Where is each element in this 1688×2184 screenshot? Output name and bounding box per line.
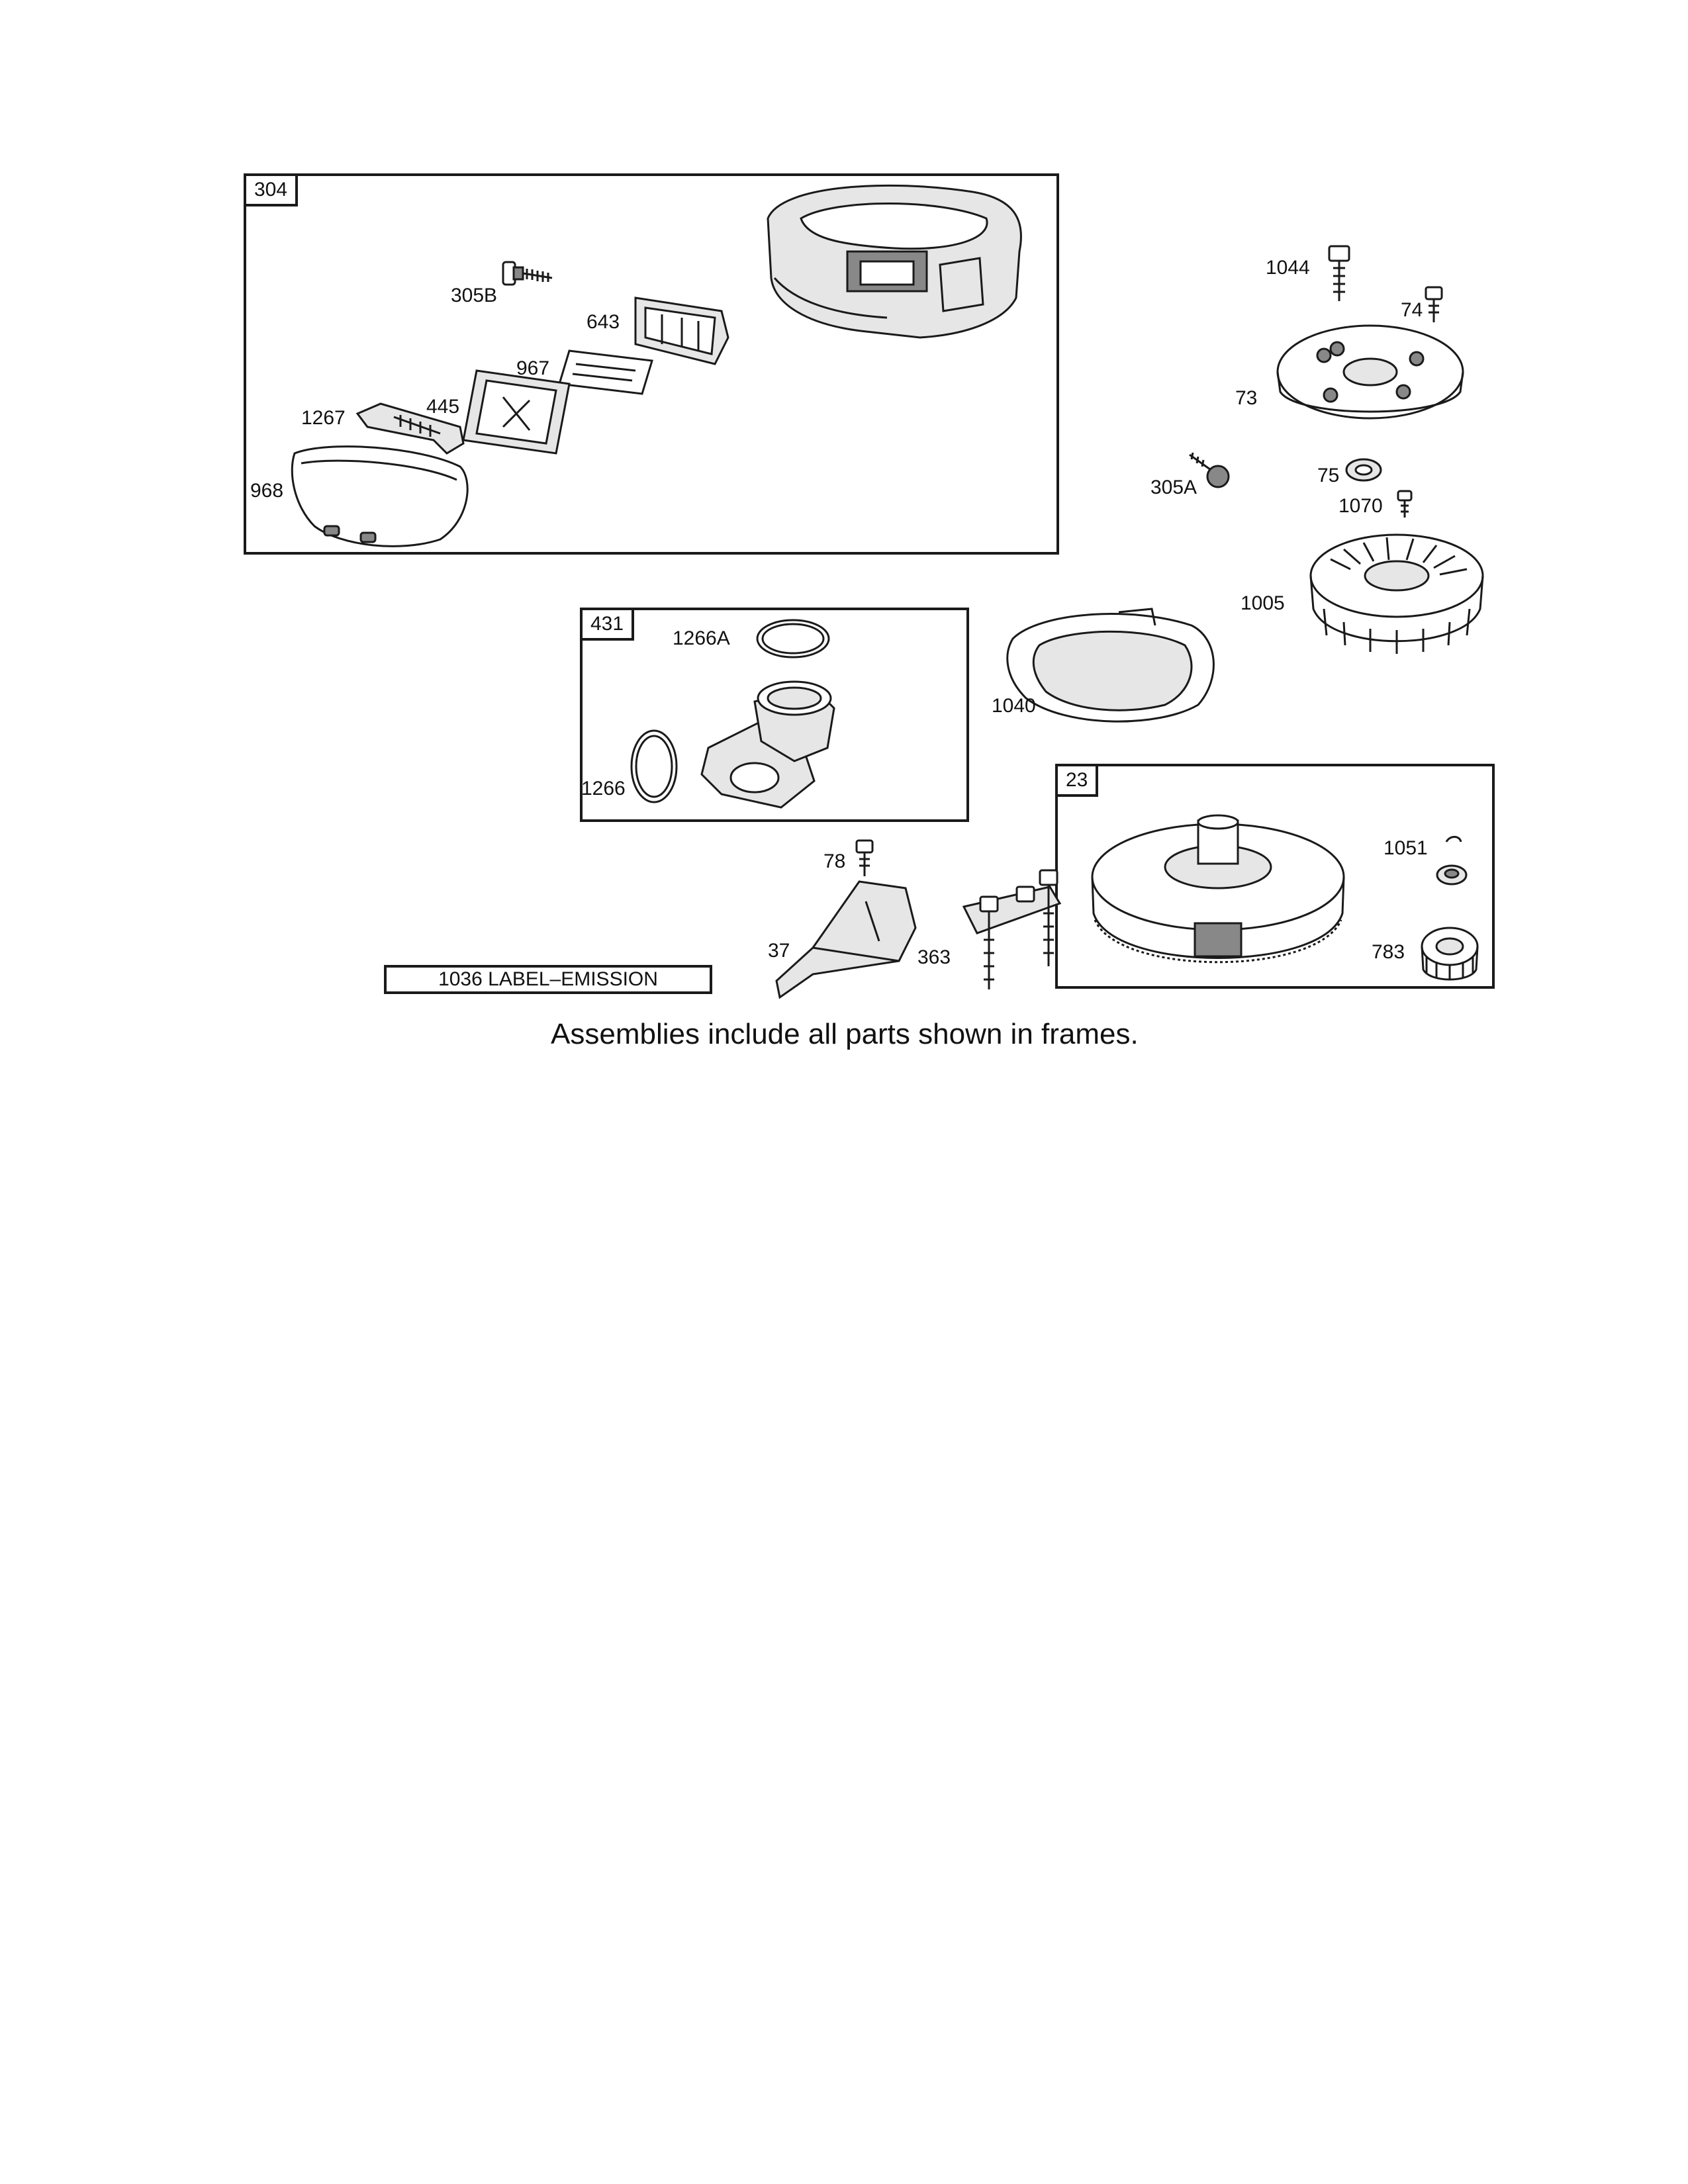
callout-74: 74 bbox=[1401, 299, 1423, 321]
assemblies-caption: Assemblies include all parts shown in frames. bbox=[551, 1018, 1139, 1050]
callout-1051: 1051 bbox=[1383, 837, 1428, 859]
bolt-305B-part bbox=[502, 257, 555, 290]
washer-75-part bbox=[1344, 457, 1383, 483]
oring-1266-part bbox=[628, 727, 680, 806]
oring-1266A-part bbox=[753, 615, 833, 662]
fan-1005-part bbox=[1304, 529, 1489, 662]
rotating-screen-73-part bbox=[1271, 319, 1470, 438]
bolt-78-part bbox=[853, 839, 879, 879]
callout-305B: 305B bbox=[451, 285, 498, 306]
flywheel-part bbox=[1086, 814, 1350, 979]
callout-37: 37 bbox=[768, 940, 790, 962]
washer-1051-part bbox=[1433, 834, 1473, 893]
frame-tag-23: 23 bbox=[1058, 766, 1098, 797]
callout-363: 363 bbox=[917, 946, 951, 968]
callout-783: 783 bbox=[1372, 941, 1405, 963]
callout-1267: 1267 bbox=[301, 407, 346, 429]
callout-968: 968 bbox=[250, 480, 284, 502]
callout-1040: 1040 bbox=[992, 695, 1036, 717]
gear-783-part bbox=[1417, 917, 1483, 983]
callout-643: 643 bbox=[586, 311, 620, 333]
bolt-1044-part bbox=[1324, 245, 1357, 304]
label-emission-box: 1036 LABEL–EMISSION bbox=[384, 965, 712, 994]
callout-1044: 1044 bbox=[1266, 257, 1310, 279]
callout-1070: 1070 bbox=[1338, 495, 1383, 517]
callout-73: 73 bbox=[1235, 387, 1258, 409]
filter-445-part bbox=[457, 367, 576, 457]
screw-1070-part bbox=[1395, 490, 1415, 520]
callout-967: 967 bbox=[516, 357, 550, 379]
callout-78: 78 bbox=[823, 850, 846, 872]
callout-75: 75 bbox=[1317, 465, 1340, 486]
intake-elbow-part bbox=[682, 668, 841, 814]
bracket-363-part bbox=[951, 867, 1070, 999]
shield-37-part bbox=[773, 875, 925, 1001]
cover-968-part bbox=[288, 440, 473, 553]
frame-tag-431: 431 bbox=[583, 610, 634, 641]
blower-housing-part bbox=[755, 179, 1033, 351]
callout-445: 445 bbox=[426, 396, 460, 418]
callout-305A: 305A bbox=[1150, 477, 1197, 498]
callout-1266: 1266 bbox=[581, 778, 626, 799]
callout-1005: 1005 bbox=[1241, 592, 1285, 614]
frame-tag-304: 304 bbox=[246, 176, 298, 206]
callout-1266A: 1266A bbox=[673, 627, 730, 649]
